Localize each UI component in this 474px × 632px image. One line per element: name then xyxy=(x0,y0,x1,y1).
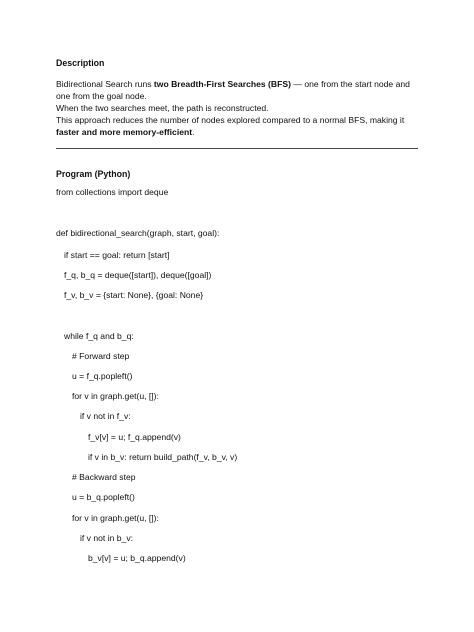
code-line: if v not in b_v: xyxy=(80,533,134,543)
code-line: from collections import deque xyxy=(56,187,169,197)
code-line: if start == goal: return [start] xyxy=(64,250,170,260)
code-line: if v not in f_v: xyxy=(80,411,131,421)
p3-post: . xyxy=(192,127,195,137)
p1-post: — one from the start node and one from the goal node. xyxy=(56,79,410,101)
section-divider xyxy=(56,148,418,149)
p1-bold: two Breadth-First Searches (BFS) xyxy=(153,79,291,89)
code-line: # Forward step xyxy=(72,351,130,361)
p3-bold: faster and more memory-efficient xyxy=(56,127,193,137)
code-line: def bidirectional_search(graph, start, goal): xyxy=(56,228,220,238)
code-line: if v in b_v: return build_path(f_v, b_v, v) xyxy=(88,452,238,462)
code-line: for v in graph.get(u, []): xyxy=(72,513,159,523)
description-paragraph-2: When the two searches meet, the path is reconstructed. xyxy=(56,103,269,113)
program-heading: Program (Python) xyxy=(56,169,131,179)
code-line: f_v, b_v = {start: None}, {goal: None} xyxy=(64,290,204,300)
code-line: u = b_q.popleft() xyxy=(72,492,135,502)
code-line: # Backward step xyxy=(72,472,136,482)
code-line: b_v[v] = u; b_q.append(v) xyxy=(88,553,186,563)
code-line: f_q, b_q = deque([start]), deque([goal]) xyxy=(64,270,212,280)
description-paragraph-3 xyxy=(56,114,422,138)
code-line: for v in graph.get(u, []): xyxy=(72,391,159,401)
code-line: f_v[v] = u; f_q.append(v) xyxy=(88,432,181,442)
p1-pre: Bidirectional Search runs xyxy=(56,79,154,89)
description-paragraph-1 xyxy=(56,78,422,102)
p3-pre: This approach reduces the number of nodes explored compared to a normal BFS, making it xyxy=(56,115,405,125)
code-line: u = f_q.popleft() xyxy=(72,371,133,381)
code-line: while f_q and b_q: xyxy=(64,331,134,341)
description-heading: Description xyxy=(56,58,105,68)
